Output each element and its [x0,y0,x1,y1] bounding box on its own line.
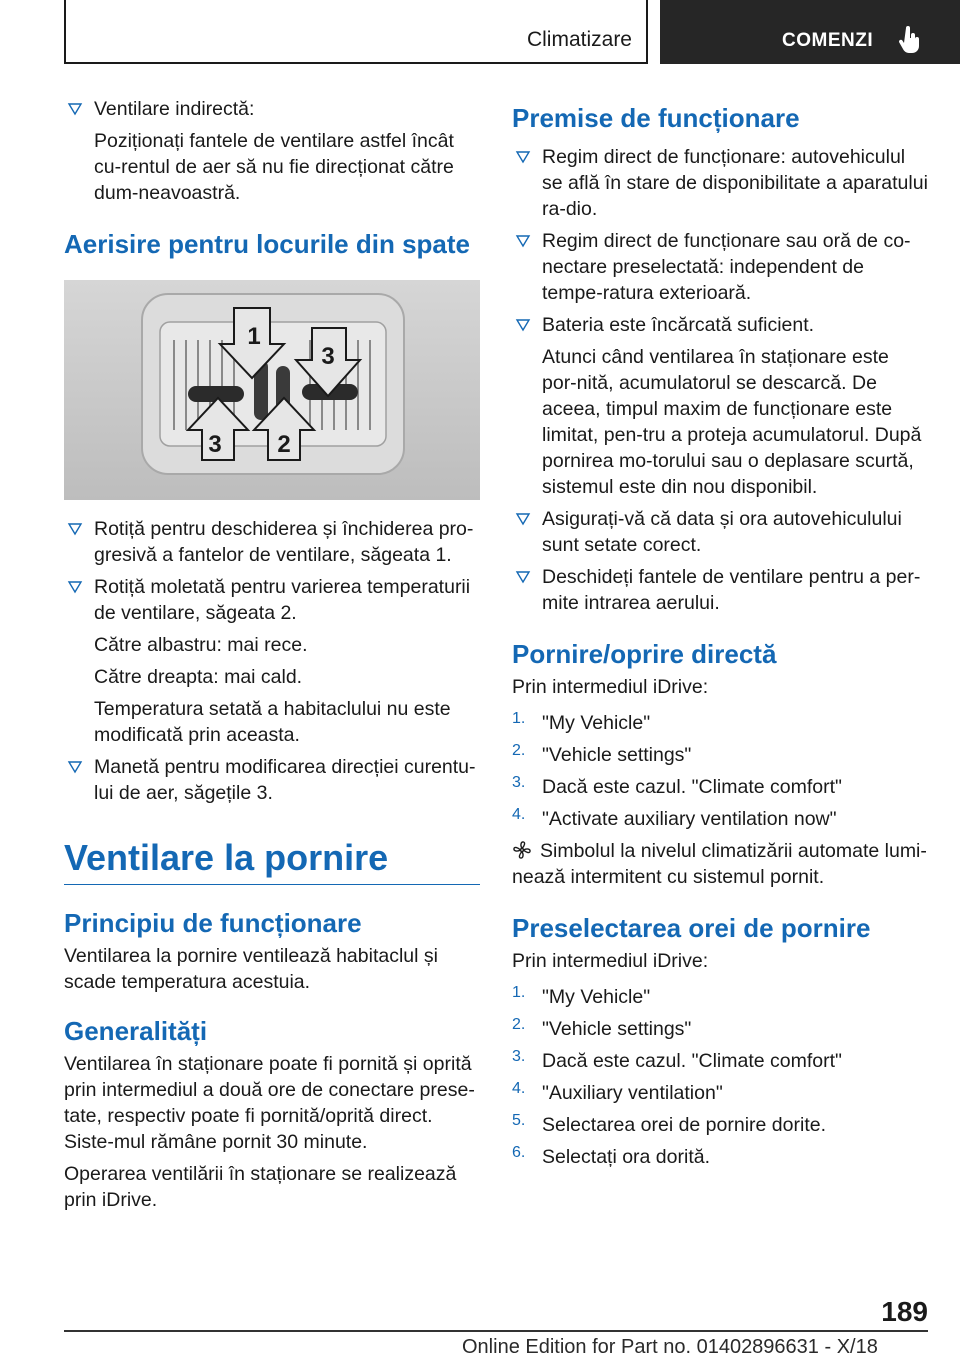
section-heading-premise: Premise de funcționare [512,103,800,133]
footer-divider [64,1330,928,1332]
paragraph-principle: Ventilarea la pornire ventilează habitaclul și scade temperatura acestuia. [64,945,438,993]
bullet-triangle-icon [66,98,84,120]
step-number: 4. [512,806,526,823]
step-number: 3. [512,774,526,791]
step-number: 1. [512,984,526,1001]
step-item [512,710,928,736]
step-item [512,806,928,832]
bullet-item [512,312,928,338]
arrow-label-1: 1 [247,323,261,350]
header-chapter-title: COMENZI [782,30,874,51]
header-section-title: Climatizare [526,28,632,51]
step-text: Selectarea orei de pornire dorite. [542,1114,826,1136]
bullet-text: Manetă pentru modificarea direcției curentu-lui de aer, săgețile 3. [94,756,476,804]
footer-edition: Online Edition for Part no. 01402896631 - X/18 [462,1336,878,1358]
right-column [512,96,928,1176]
bullet-triangle-icon [514,146,532,168]
step-item [512,1112,928,1138]
step-text: Selectați ora dorită. [542,1146,711,1168]
step-item [512,984,928,1010]
bullet-triangle-icon [514,314,532,336]
bullet-triangle-icon [514,566,532,588]
bullet-triangle-icon [66,518,84,540]
section-heading-principle: Principiu de funcționare [64,908,362,938]
section-heading-direct: Pornire/oprire directă [512,639,777,669]
bullet-subtext: Către dreapta: mai cald. [94,666,303,688]
step-item [512,1016,928,1042]
bullet-subtext: Temperatura setată a habitaclului nu este modificată prin aceasta. [94,698,451,746]
step-text: "My Vehicle" [542,986,651,1008]
bullet-text: Regim direct de funcționare sau oră de co-nectare preselectată: independent de tempe-ratura exterioară. [542,230,911,304]
page-number: 189 [881,1296,928,1327]
bullet-item [64,754,480,806]
left-column [64,96,480,1213]
rear-vent-photo [64,280,480,500]
section-heading-rear-vents: Aerisire pentru locurile din spate [64,229,470,259]
step-text: "Activate auxiliary ventilation now" [542,808,837,830]
section-heading-preselect: Preselectarea orei de pornire [512,913,871,943]
step-item [512,742,928,768]
bullet-subtext: Către albastru: mai rece. [94,634,308,656]
paragraph-general-2: Operarea ventilării în staționare se realizează prin iDrive. [64,1163,457,1211]
bullet-text: Ventilare indirectă: [94,98,255,120]
bullet-text: Regim direct de funcționare: autovehiculul se află în stare de disponibilitate a aparatului ra-dio. [542,146,928,220]
bullet-triangle-icon [514,230,532,252]
bullet-text: Rotiță pentru deschiderea și închiderea pro-gresivă a fantelor de ventilare, săgeata 1. [94,518,474,566]
symbol-text: Simbolul la nivelul climatizării automate lumi-nează intermitent cu sistemul pornit. [512,840,927,888]
step-number: 3. [512,1048,526,1065]
bullet-item [64,516,480,568]
step-item [512,1144,928,1170]
paragraph-idrive: Prin intermediul iDrive: [512,676,709,698]
header-chapter-tab [660,0,960,64]
step-number: 5. [512,1112,526,1129]
rear-vent-illustration [64,280,480,500]
arrow-label-3-right: 3 [321,343,335,370]
step-text: "Vehicle settings" [542,744,692,766]
bullet-item [64,96,480,122]
fan-icon [512,840,532,860]
step-number: 4. [512,1080,526,1097]
bullet-text: Bateria este încărcată suficient. [542,314,815,336]
bullet-subtext: Poziționați fantele de ventilare astfel încât cu-rentul de aer să nu fie direcționat către dum-neavoastră. [94,130,454,204]
step-number: 6. [512,1144,526,1161]
step-item [512,774,928,800]
arrow-label-2: 2 [277,431,291,458]
section-heading-general: Generalități [64,1016,208,1046]
bullet-item [512,564,928,616]
paragraph-general-1: Ventilarea în staționare poate fi pornită și oprită prin intermediul a două ore de conectare prese-tate, respectiv poate fi pornită/oprită direct. Siste-mul rămâne pornit 30 minute. [64,1053,475,1153]
bullet-triangle-icon [66,756,84,778]
step-item [512,1080,928,1106]
chapter-heading: Ventilare la pornire [64,837,389,878]
step-text: "Vehicle settings" [542,1018,692,1040]
arrow-label-3-left: 3 [208,431,222,458]
bullet-item [512,506,928,558]
bullet-item [512,144,928,222]
bullet-subtext: Atunci când ventilarea în staționare este por-nită, acumulatorul se descarcă. De aceea, timpul maxim de funcționare este limitat, pen-tru a proteja acumulatorul. După pornirea mo-torului sau o deplasare scurtă, sistemul este din nou disponibil. [542,346,922,498]
bullet-text: Rotiță moletată pentru varierea temperaturii de ventilare, săgeata 2. [94,576,471,624]
bullet-text: Asigurați-vă că data și ora autovehiculului sunt setate corect. [542,508,902,556]
header-section-box [64,0,648,64]
step-number: 2. [512,1016,526,1033]
step-item [512,1048,928,1074]
chapter-heading-block [64,836,480,885]
step-text: Dacă este cazul. "Climate comfort" [542,1050,842,1072]
bullet-triangle-icon [514,508,532,530]
hand-pointer-icon [898,26,922,54]
paragraph-symbol [512,838,928,890]
bullet-text: Deschideți fantele de ventilare pentru a per-mite intrarea aerului. [542,566,921,614]
bullet-item [512,228,928,306]
step-text: "My Vehicle" [542,712,651,734]
paragraph-idrive: Prin intermediul iDrive: [512,950,709,972]
step-text: Dacă este cazul. "Climate comfort" [542,776,842,798]
step-number: 2. [512,742,526,759]
step-number: 1. [512,710,526,727]
bullet-item [64,574,480,626]
step-text: "Auxiliary ventilation" [542,1082,723,1104]
bullet-triangle-icon [66,576,84,598]
